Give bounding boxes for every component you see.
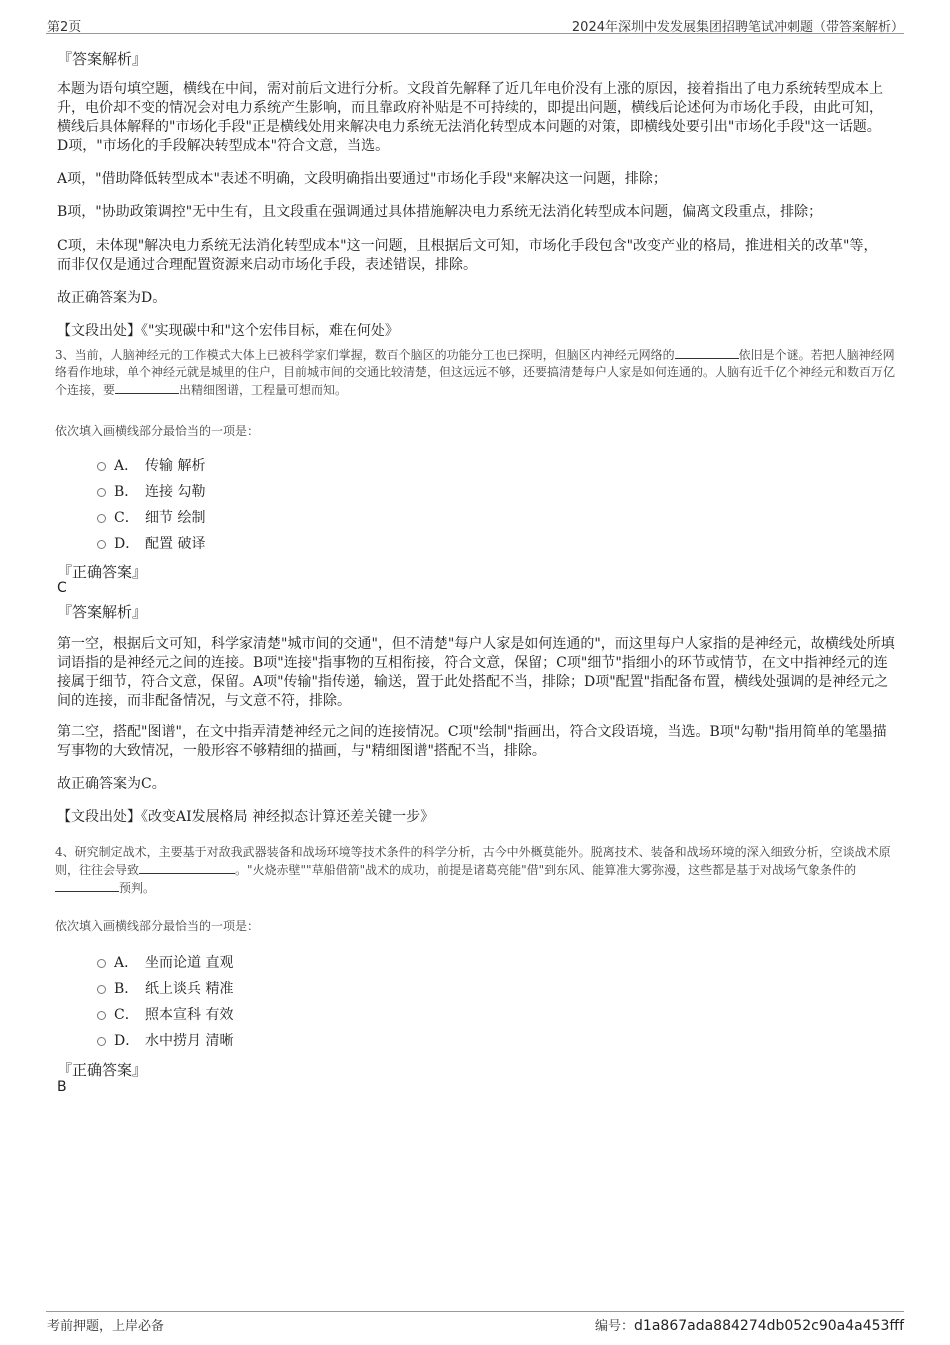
document-id (595, 1315, 904, 1334)
document-id-label: 编号： (595, 1319, 635, 1334)
radio-icon[interactable] (97, 462, 106, 471)
option-letter: B． (114, 484, 139, 500)
question-stem-text: 出精细图谱，工程量可想而知。 (179, 383, 348, 397)
option-c[interactable] (97, 1005, 233, 1023)
option-b[interactable] (97, 482, 205, 500)
option-b[interactable] (97, 979, 233, 997)
option-letter: A． (114, 458, 139, 474)
option-letter: B． (114, 981, 139, 997)
header-divider (46, 33, 904, 34)
option-text: 连接 勾勒 (145, 484, 206, 500)
option-text: 照本宣科 有效 (145, 1007, 234, 1023)
document-title: 2024年深圳中发发展集团招聘笔试冲刺题（带答案解析） (571, 20, 904, 35)
page-number: 第2页 (47, 20, 82, 35)
option-d[interactable] (97, 1031, 233, 1049)
question-stem-text: 。"火烧赤壁""草船借箭"战术的成功，前提是诸葛亮能"借"到东风、能算准大雾弥漫，这些都是基于对战场气象条件的 (235, 863, 857, 877)
option-letter: C． (114, 1007, 139, 1023)
analysis-label: 『答案解析』 (57, 603, 148, 621)
question-stem-text: 依旧是个谜。若把人脑神经网络看作地球，单个神经元就是城里的住户，目前城市间的交通比较清楚，但这远远不够，还要搞清楚每户人家是如何连通的。人脑有近千亿个神经元和数百万亿个连接，要 (55, 348, 896, 397)
radio-icon[interactable] (97, 488, 106, 497)
radio-icon[interactable] (97, 985, 106, 994)
fill-blank (55, 879, 119, 892)
answer-conclusion: 故正确答案为D。 (57, 290, 167, 306)
document-id-code: d1a867ada884274db052c90a4a453fff (634, 1318, 904, 1334)
question-stem (55, 844, 900, 897)
question-prompt: 依次填入画横线部分最恰当的一项是： (55, 919, 260, 933)
question-prompt: 依次填入画横线部分最恰当的一项是： (55, 424, 260, 438)
option-text: 细节 绘制 (145, 510, 206, 526)
radio-icon[interactable] (97, 1011, 106, 1020)
question-stem-text: 4、研究制定战术，主要基于对敌我武器装备和战场环境等技术条件的科学分析，古今中外概莫能外。脱离技术、装备和战场环境的深入细致分析，空谈战术原则，往往会导致 (55, 845, 891, 877)
option-text: 水中捞月 清晰 (145, 1033, 234, 1049)
question-stem (55, 346, 895, 399)
radio-icon[interactable] (97, 540, 106, 549)
question-stem-text: 3、当前，人脑神经元的工作模式大体上已被科学家们掌握，数百个脑区的功能分工也已探明，但脑区内神经元网络的 (55, 348, 675, 362)
option-text: 坐而论道 直观 (145, 955, 234, 971)
option-d[interactable] (97, 534, 205, 552)
analysis-paragraph: A项，"借助降低转型成本"表述不明确，文段明确指出要通过"市场化手段"来解决这一问题，排除； (57, 171, 667, 187)
analysis-label: 『答案解析』 (57, 50, 148, 68)
option-letter: A． (114, 955, 139, 971)
correct-answer: C (57, 580, 67, 596)
fill-blank (115, 381, 179, 394)
radio-icon[interactable] (97, 1037, 106, 1046)
correct-answer-label: 『正确答案』 (57, 1061, 148, 1079)
footer-slogan: 考前押题，上岸必备 (47, 1319, 165, 1334)
analysis-paragraph: 第一空，根据后文可知，科学家清楚"城市间的交通"，但不清楚"每户人家是如何连通的"，而这里每户人家指的是神经元，故横线处所填词语指的是神经元之间的连接。B项"连接"指事物的互相衔接，符合文意，保留；C项"细节"指细小的环节或情节，在文中指神经元的连接属于细节，符合文意，保留。A项"传输"指传递，输送，置于此处搭配不当，排除；D项"配置"指配备布置，横线处强调的是神经元之间的连接，而非配备情况，与文意不符，排除。 (57, 636, 895, 709)
option-letter: D． (114, 536, 140, 552)
option-text: 传输 解析 (145, 458, 206, 474)
option-letter: C． (114, 510, 139, 526)
source-citation: 【文段出处】《改变AI发展格局 神经拟态计算还差关键一步》 (57, 809, 435, 825)
source-citation: 【文段出处】《"实现碳中和"这个宏伟目标，难在何处》 (57, 323, 399, 339)
option-letter: D． (114, 1033, 140, 1049)
correct-answer: B (57, 1079, 67, 1095)
radio-icon[interactable] (97, 514, 106, 523)
correct-answer-label: 『正确答案』 (57, 563, 148, 581)
analysis-paragraph: C项，未体现"解决电力系统无法消化转型成本"这一问题，且根据后文可知，市场化手段包含"改变产业的格局，推进相关的改革"等，而非仅仅是通过合理配置资源来启动市场化手段，表述错误，排除。 (57, 238, 878, 273)
footer-divider (46, 1311, 904, 1312)
option-c[interactable] (97, 508, 205, 526)
analysis-paragraph: B项，"协助政策调控"无中生有，且文段重在强调通过具体措施解决电力系统无法消化转型成本问题，偏离文段重点，排除； (57, 204, 823, 220)
fill-blank (139, 861, 235, 874)
option-text: 配置 破译 (145, 536, 206, 552)
analysis-paragraph: 本题为语句填空题，横线在中间，需对前后文进行分析。文段首先解释了近几年电价没有上涨的原因，接着指出了电力系统转型成本上升，电价却不变的情况会对电力系统产生影响，而且靠政府补贴是不可持续的，即提出问题，横线后论述何为市场化手段，由此可知，横线后具体解释的"市场化手段"正是横线处用来解决电力系统无法消化转型成本问题的对策，即横线处要引出"市场化手段"这一话题。D项，"市场化的手段解决转型成本"符合文意，当选。 (57, 81, 883, 154)
radio-icon[interactable] (97, 959, 106, 968)
fill-blank (675, 346, 739, 359)
analysis-paragraph: 第二空，搭配"图谱"，在文中指弄清楚神经元之间的连接情况。C项"绘制"指画出，符合文段语境，当选。B项"勾勒"指用简单的笔墨描写事物的大致情况，一般形容不够精细的描画，与"精细图谱"搭配不当，排除。 (57, 724, 887, 759)
option-a[interactable] (97, 953, 233, 971)
question-stem-text: 预判。 (119, 881, 156, 895)
option-a[interactable] (97, 456, 205, 474)
answer-conclusion: 故正确答案为C。 (57, 776, 166, 792)
option-text: 纸上谈兵 精准 (145, 981, 234, 997)
